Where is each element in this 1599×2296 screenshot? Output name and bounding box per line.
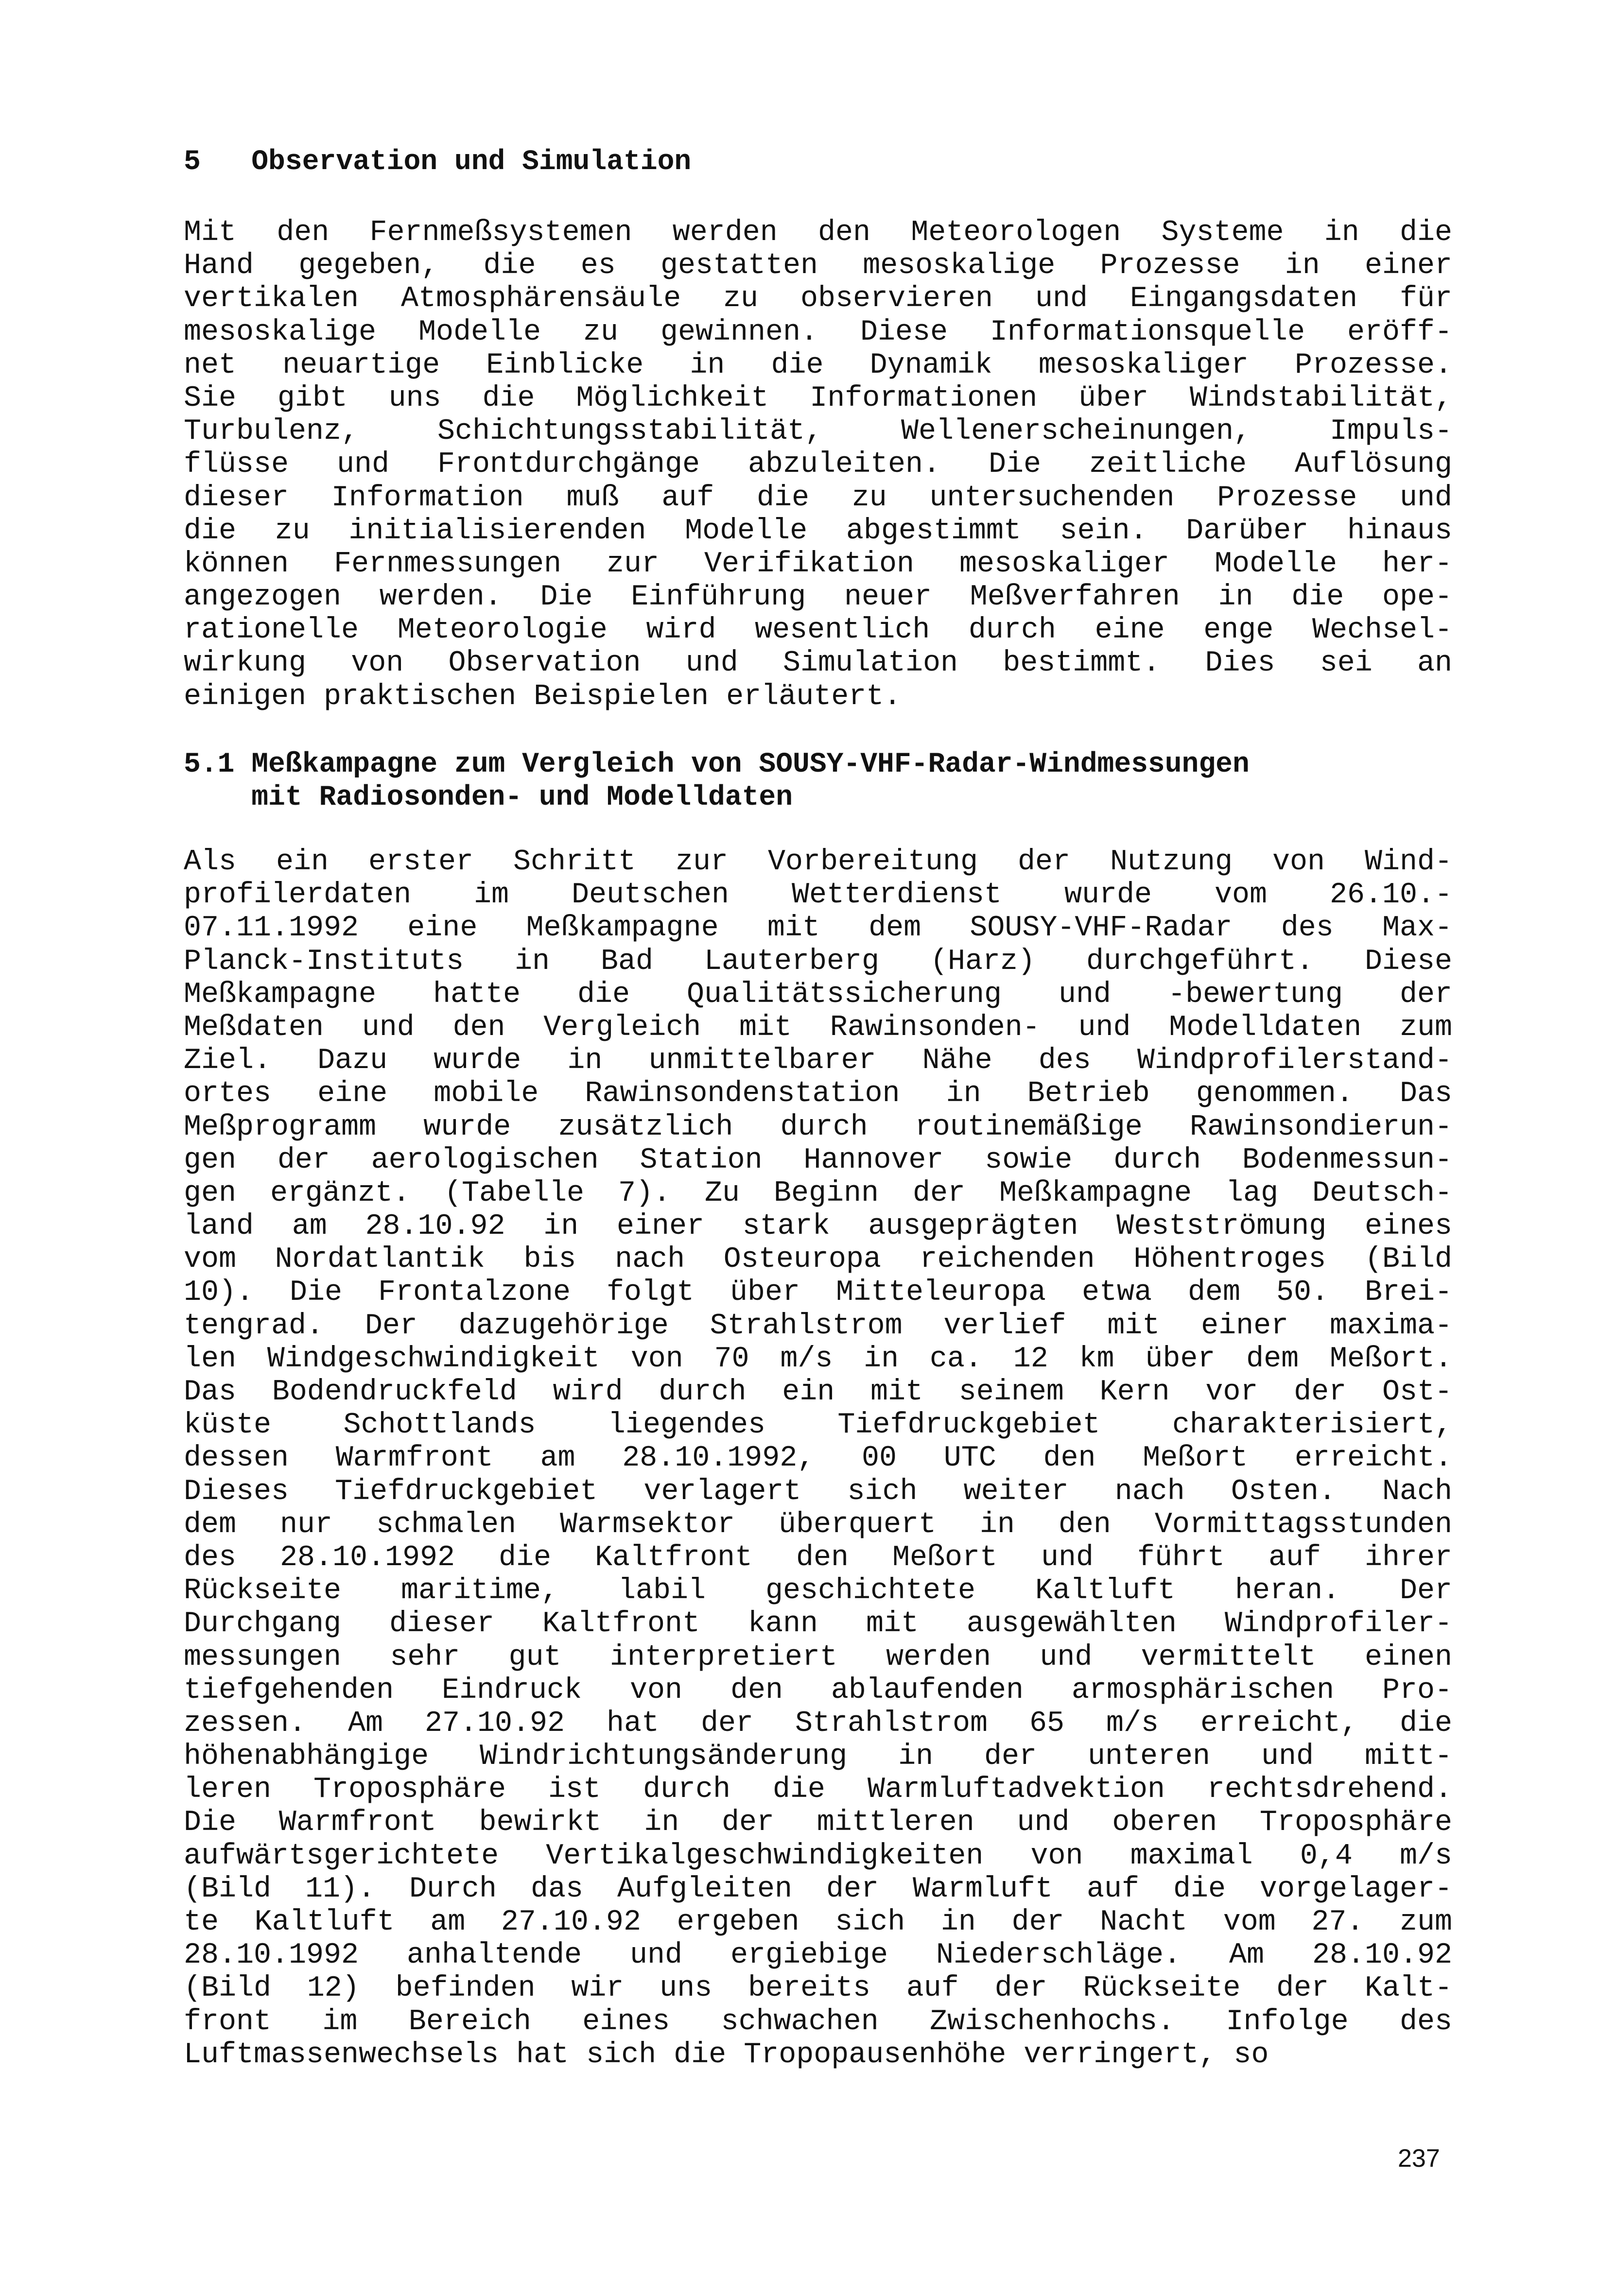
text-line: net neuartige Einblicke in die Dynamik mesoskaliger Prozesse. bbox=[184, 348, 1452, 382]
text-line: wirkung von Observation und Simulation bestimmt. Dies sei an bbox=[184, 647, 1452, 680]
text-line: rationelle Meteorologie wird wesentlich durch eine enge Wechsel- bbox=[184, 614, 1452, 647]
text-line: zessen. Am 27.10.92 hat der Strahlstrom 65 m/s erreicht, die bbox=[184, 1707, 1452, 1740]
text-line: Als ein erster Schritt zur Vorbereitung der Nutzung von Wind- bbox=[184, 846, 1452, 879]
text-line: Meßdaten und den Vergleich mit Rawinsonden- und Modelldaten zum bbox=[184, 1011, 1452, 1044]
subsection-heading-line-2 bbox=[184, 781, 793, 814]
paragraph-measurement-campaign bbox=[184, 846, 1452, 2072]
text-line: front im Bereich eines schwachen Zwischenhochs. Infolge des bbox=[184, 2005, 1452, 2038]
text-line: te Kaltluft am 27.10.92 ergeben sich in der Nacht vom 27. zum bbox=[184, 1906, 1452, 1939]
text-line: 10). Die Frontalzone folgt über Mitteleuropa etwa dem 50. Brei- bbox=[184, 1276, 1452, 1310]
paragraph-observation bbox=[184, 216, 1452, 713]
text-line: Luftmassenwechsels hat sich die Tropopausenhöhe verringert, so bbox=[184, 2038, 1269, 2072]
subsection-number: 5.1 bbox=[184, 749, 235, 780]
text-line: Planck-Instituts in Bad Lauterberg (Harz) durchgeführt. Diese bbox=[184, 945, 1452, 978]
text-line: ortes eine mobile Rawinsondenstation in Betrieb genommen. Das bbox=[184, 1077, 1452, 1111]
text-line: len Windgeschwindigkeit von 70 m/s in ca. 12 km über dem Meßort. bbox=[184, 1342, 1452, 1376]
text-line: können Fernmessungen zur Verifikation mesoskaliger Modelle her- bbox=[184, 547, 1452, 581]
text-line: vom Nordatlantik bis nach Osteuropa reichenden Höhentroges (Bild bbox=[184, 1243, 1452, 1277]
text-line: Sie gibt uns die Möglichkeit Informationen über Windstabilität, bbox=[184, 381, 1452, 415]
text-line: Meßprogramm wurde zusätzlich durch routinemäßige Rawinsondierun- bbox=[184, 1110, 1452, 1144]
text-line: 07.11.1992 eine Meßkampagne mit dem SOUSY-VHF-Radar des Max- bbox=[184, 912, 1452, 945]
text-line: einigen praktischen Beispielen erläutert. bbox=[184, 680, 902, 713]
text-line: leren Troposphäre ist durch die Warmluftadvektion rechtsdrehend. bbox=[184, 1773, 1452, 1807]
subsection-heading-line-1 bbox=[184, 748, 1250, 781]
section-title: Observation und Simulation bbox=[251, 146, 692, 178]
subsection-title-line-1: Meßkampagne zum Vergleich von SOUSY-VHF-Radar-Windmessungen bbox=[251, 749, 1250, 780]
text-line: gen ergänzt. (Tabelle 7). Zu Beginn der Meßkampagne lag Deutsch- bbox=[184, 1176, 1452, 1210]
text-line: profilerdaten im Deutschen Wetterdienst wurde vom 26.10.- bbox=[184, 879, 1452, 912]
text-line: gen der aerologischen Station Hannover sowie durch Bodenmessun- bbox=[184, 1143, 1452, 1177]
text-line: die zu initialisierenden Modelle abgestimmt sein. Darüber hinaus bbox=[184, 514, 1452, 548]
text-line: Hand gegeben, die es gestatten mesoskalige Prozesse in einer bbox=[184, 249, 1452, 283]
text-line: messungen sehr gut interpretiert werden und vermittelt einen bbox=[184, 1640, 1452, 1674]
text-line: 28.10.1992 anhaltende und ergiebige Niederschläge. Am 28.10.92 bbox=[184, 1939, 1452, 1972]
text-line: (Bild 12) befinden wir uns bereits auf der Rückseite der Kalt- bbox=[184, 1972, 1452, 2005]
text-line: Turbulenz, Schichtungsstabilität, Wellenerscheinungen, Impuls- bbox=[184, 415, 1452, 449]
text-line: aufwärtsgerichtete Vertikalgeschwindigkeiten von maximal 0,4 m/s bbox=[184, 1839, 1452, 1873]
text-line: (Bild 11). Durch das Aufgleiten der Warmluft auf die vorgelager- bbox=[184, 1872, 1452, 1906]
text-line: dessen Warmfront am 28.10.1992, 00 UTC den Meßort erreicht. bbox=[184, 1442, 1452, 1475]
text-line: vertikalen Atmosphärensäule zu observieren und Eingangsdaten für bbox=[184, 282, 1452, 316]
text-line: Die Warmfront bewirkt in der mittleren und oberen Troposphäre bbox=[184, 1806, 1452, 1840]
text-line: Rückseite maritime, labil geschichtete Kaltluft heran. Der bbox=[184, 1574, 1452, 1608]
page-number: 237 bbox=[1398, 2144, 1440, 2173]
text-line: Dieses Tiefdruckgebiet verlagert sich weiter nach Osten. Nach bbox=[184, 1475, 1452, 1508]
text-line: Durchgang dieser Kaltfront kann mit ausgewählten Windprofiler- bbox=[184, 1607, 1452, 1641]
text-line: mesoskalige Modelle zu gewinnen. Diese Informationsquelle eröff- bbox=[184, 315, 1452, 349]
section-heading bbox=[184, 146, 691, 179]
text-line: Das Bodendruckfeld wird durch ein mit seinem Kern vor der Ost- bbox=[184, 1376, 1452, 1409]
text-line: dieser Information muß auf die zu untersuchenden Prozesse und bbox=[184, 481, 1452, 515]
text-line: höhenabhängige Windrichtungsänderung in der unteren und mitt- bbox=[184, 1740, 1452, 1774]
text-line: Meßkampagne hatte die Qualitätssicherung und -bewertung der bbox=[184, 978, 1452, 1011]
text-line: Mit den Fernmeßsystemen werden den Meteorologen Systeme in die bbox=[184, 216, 1452, 249]
text-line: des 28.10.1992 die Kaltfront den Meßort und führt auf ihrer bbox=[184, 1541, 1452, 1574]
text-line: land am 28.10.92 in einer stark ausgeprägten Westströmung eines bbox=[184, 1210, 1452, 1243]
text-line: dem nur schmalen Warmsektor überquert in den Vormittagsstunden bbox=[184, 1508, 1452, 1541]
section-number: 5 bbox=[184, 146, 201, 178]
text-line: tiefgehenden Eindruck von den ablaufenden armosphärischen Pro- bbox=[184, 1674, 1452, 1707]
text-line: tengrad. Der dazugehörige Strahlstrom verlief mit einer maxima- bbox=[184, 1309, 1452, 1343]
text-line: Ziel. Dazu wurde in unmittelbarer Nähe des Windprofilerstand- bbox=[184, 1044, 1452, 1078]
text-line: angezogen werden. Die Einführung neuer Meßverfahren in die ope- bbox=[184, 581, 1452, 614]
text-line: flüsse und Frontdurchgänge abzuleiten. Die zeitliche Auflösung bbox=[184, 448, 1452, 482]
text-line: küste Schottlands liegendes Tiefdruckgebiet charakterisiert, bbox=[184, 1409, 1452, 1442]
subsection-title-line-2: mit Radiosonden- und Modelldaten bbox=[251, 782, 793, 813]
